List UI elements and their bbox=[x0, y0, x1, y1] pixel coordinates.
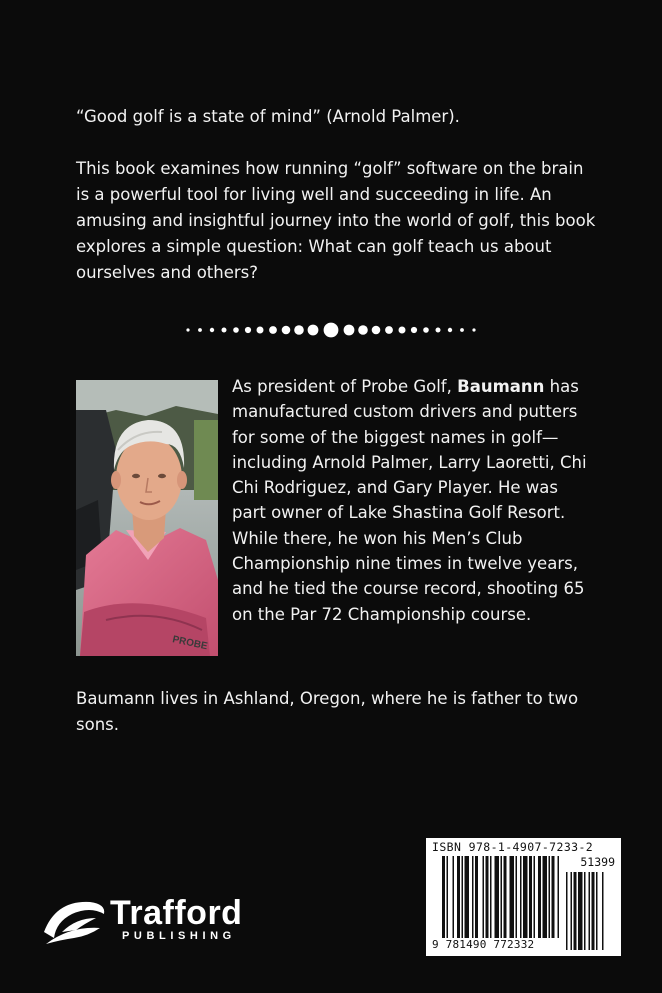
isbn-label: ISBN 978-1-4907-7233-2 bbox=[432, 840, 594, 854]
palmer-quote: “Good golf is a state of mind” (Arnold Palmer). bbox=[76, 107, 460, 126]
bio-rest: has manufactured custom drivers and putters for some of the biggest names in golf—including Arnold Palmer, Larry Laoretti, Chi Chi Rodriguez, and Gary Player. He was part owner of Lake Shastina Golf Resort. While there, he won his Men’s Club Championship nine times in twelve years, and he tied the course record, shooting 65 on the Par 72 Championship course. bbox=[232, 377, 587, 624]
publisher-name: Trafford bbox=[110, 894, 243, 932]
publisher-logo bbox=[40, 892, 300, 956]
author-home: Baumann lives in Ashland, Oregon, where he is father to two sons. bbox=[76, 689, 579, 734]
publisher-sub: PUBLISHING bbox=[122, 930, 236, 942]
price-code: 51399 bbox=[580, 855, 615, 869]
author-photo bbox=[76, 380, 218, 656]
wave-icon bbox=[40, 892, 110, 956]
book-description: This book examines how running “golf” software on the brain is a powerful tool for living well and succeeding in life. An amusing and insightful journey into the world of golf, this book explores a simple question: What can golf teach us about ourselves and others? bbox=[76, 159, 596, 282]
isbn-barcode bbox=[426, 838, 621, 956]
ean-digits: 9 781490 772332 bbox=[432, 938, 535, 951]
shirt-logo: PROBE bbox=[171, 634, 209, 653]
author-bio bbox=[232, 374, 592, 627]
dot-divider bbox=[186, 320, 478, 340]
bio-lead: As president of Probe Golf, bbox=[232, 377, 458, 396]
author-name: Baumann bbox=[457, 377, 545, 396]
